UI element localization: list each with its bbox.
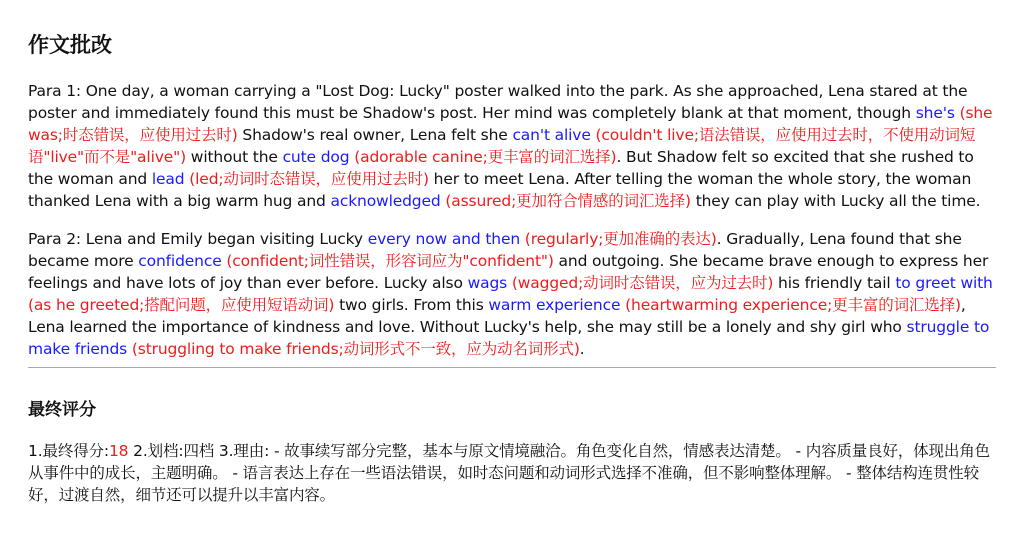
score-value: 18 [108,442,129,460]
correction-note: (heartwarming experience;更丰富的词汇选择) [625,296,961,314]
page-title: 作文批改 [28,33,112,57]
original-phrase: can't alive [512,126,591,144]
section-divider [28,367,996,368]
original-phrase: wags [467,274,508,292]
para2-text: . [579,340,585,358]
para2-text: his friendly tail [773,274,896,292]
score-prefix: 1.最终得分: [28,442,109,460]
original-phrase: cute dog [282,148,350,166]
correction-note: (wagged;动词时态错误，应为过去时) [511,274,774,292]
correction-note: (assured;更加符合情感的词汇选择) [445,192,691,210]
correction-note: (as he greeted;搭配问题，应使用短语动词) [28,296,335,314]
original-phrase: confidence [138,252,222,270]
original-phrase: every now and then [367,230,521,248]
para1-text: without the [186,148,283,166]
correction-note: (led;动词时态错误，应使用过去时) [189,170,429,188]
original-phrase: warm experience [488,296,621,314]
paragraph-2 [28,228,998,360]
original-phrase: to greet with [895,274,993,292]
paragraph-1 [28,80,998,212]
para2-text: two girls. From this [334,296,489,314]
correction-note: (regularly;更加准确的表达) [524,230,717,248]
final-score-heading: 最终评分 [28,400,96,420]
original-phrase: lead [151,170,185,188]
para2-text: and outgoing. She became brave enough to express her feelings and have lots of joy than ever before. Lucky also [28,252,989,292]
para2-text: , Lena learned the importance of kindness and love. Without Lucky's help, she may still be a lonely and shy girl who [28,296,966,336]
original-phrase: acknowledged [330,192,441,210]
score-details: 2.划档:四档 3.理由: - 故事续写部分完整，基本与原文情境融洽。角色变化自然，情感表达清楚。 - 内容质量良好，体现出角色从事件中的成长，主题明确。 - 语言表达上存在一些语法错误，如时态问题和动词形式选择不准确，但不影响整体理解。 - 整体结构连贯性较好，过渡自然，细节还可以提升以丰富内容。 [28,442,990,504]
correction-note: (adorable canine;更丰富的词汇选择) [354,148,617,166]
para1-text: they can play with Lucky all the time. [690,192,981,210]
para1-text: Shadow's real owner, Lena felt she [237,126,513,144]
correction-note: (confident;词性错误，形容词应为"confident") [226,252,554,270]
final-score-text [28,440,998,506]
original-phrase: struggle to make friends [28,318,990,358]
correction-note: (she was;时态错误，应使用过去时) [28,104,993,144]
correction-note: (couldn't live;语法错误，应使用过去时，不使用动词短语"live"而不是"alive") [28,126,976,166]
para1-text: Para 1: One day, a woman carrying a "Lost Dog: Lucky" poster walked into the park. As she approached, Lena stared at the poster and immediately found this must be Shadow's post. Her mind was completely blank at that moment, though [28,82,968,122]
para2-text: . Gradually, Lena found that she became more [28,230,962,270]
original-phrase: she's [915,104,955,122]
correction-note: (struggling to make friends;动词形式不一致，应为动名词形式) [131,340,580,358]
para1-text: . But Shadow felt so excited that she rushed to the woman and [28,148,974,188]
para1-text: her to meet Lena. After telling the woman the whole story, the woman thanked Lena with a big warm hug and [28,170,972,210]
para2-text: Para 2: Lena and Emily began visiting Lucky [28,230,368,248]
